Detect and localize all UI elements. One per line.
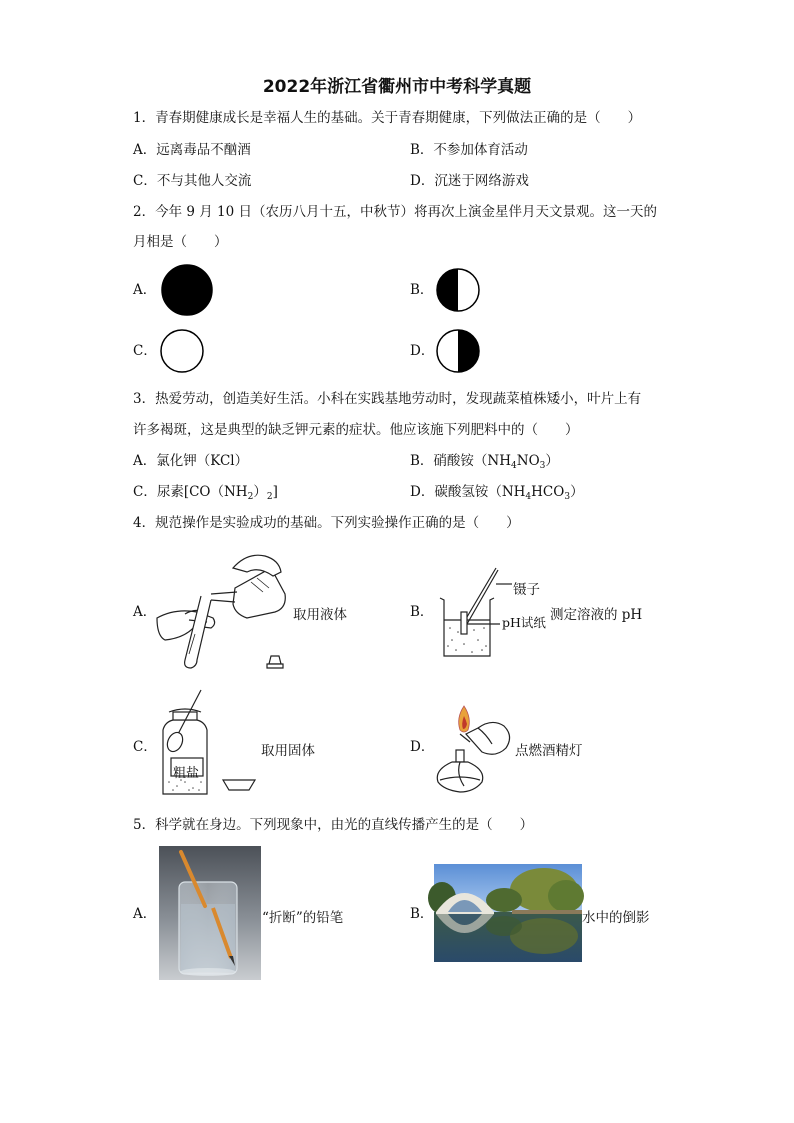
- q2-option-a: A．: [133, 282, 157, 298]
- pencil-in-glass-photo: [159, 846, 261, 980]
- q4-option-c: C．: [133, 739, 157, 755]
- tweezers-label: 镊子: [513, 582, 540, 598]
- q5-stem: 5．科学就在身边。下列现象中，由光的直线传播产生的是（ ）: [133, 817, 534, 833]
- q3-option-b: B．硝酸铵$(NH_4NO_3)$: [410, 453, 559, 471]
- q5-a-caption: “折断”的铅笔: [262, 910, 344, 926]
- q2-stem-line1: 2．今年 9 月 10 日（农历八月十五，中秋节）将再次上演金星伴月天文景观。这一天的: [133, 204, 658, 220]
- q4-c-caption: 取用固体: [261, 743, 315, 759]
- bridge-reflection-photo: [434, 864, 582, 962]
- q1-option-a: A．远离毒品不酗酒: [133, 142, 251, 158]
- q3-option-d: D．碳酸氢铵$(NH_4HCO_3)$: [410, 484, 584, 502]
- q4-stem: 4．规范操作是实验成功的基础。下列实验操作正确的是（ ）: [133, 515, 520, 531]
- q2-option-d: D．: [410, 343, 435, 359]
- pouring-liquid-illustration: [155, 548, 295, 673]
- q2-option-b: B．: [410, 282, 434, 298]
- q2-option-c: C．: [133, 343, 157, 359]
- q1-option-d: D．沉迷于网络游戏: [410, 173, 529, 189]
- q5-b-caption: 水中的倒影: [582, 910, 650, 926]
- q1-option-b: B．不参加体育活动: [410, 142, 528, 158]
- new-moon-icon: [160, 263, 216, 319]
- first-quarter-moon-icon: [436, 267, 486, 315]
- q5-option-a: A．: [133, 906, 157, 922]
- alcohol-lamp-illustration: [430, 704, 516, 796]
- last-quarter-moon-icon: [436, 328, 486, 376]
- jar-label: 粗盐: [173, 766, 200, 781]
- q3-stem-line1: 3．热爱劳动，创造美好生活。小科在实践基地劳动时，发现蔬菜植株矮小，叶片上有: [133, 391, 642, 407]
- q4-d-caption: 点燃酒精灯: [515, 743, 583, 759]
- full-moon-icon: [159, 328, 209, 376]
- page-title: 2022年浙江省衢州市中考科学真题: [262, 77, 532, 97]
- q3-stem-line2: 许多褐斑，这是典型的缺乏钾元素的症状。他应该施下列肥料中的（ ）: [133, 422, 579, 438]
- coarse-salt-jar-illustration: [155, 686, 261, 802]
- q2-stem-line2: 月相是（ ）: [133, 234, 228, 250]
- q3-option-c: C．尿素$[CO(NH_2)_2]$: [133, 484, 278, 502]
- q4-b-caption: 测定溶液的 pH: [550, 607, 643, 623]
- q4-option-b: B．: [410, 604, 434, 620]
- q4-a-caption: 取用液体: [293, 607, 347, 623]
- ph-paper-label: pH试纸: [502, 615, 546, 630]
- q1-option-c: C．不与其他人交流: [133, 173, 252, 189]
- q5-option-b: B．: [410, 906, 434, 922]
- q4-option-d: D．: [410, 739, 435, 755]
- q1-stem: 1．青春期健康成长是幸福人生的基础。关于青春期健康，下列做法正确的是（ ）: [133, 110, 642, 126]
- q4-option-a: A．: [133, 604, 157, 620]
- q3-option-a: A．氯化钾（KCl）: [133, 453, 249, 469]
